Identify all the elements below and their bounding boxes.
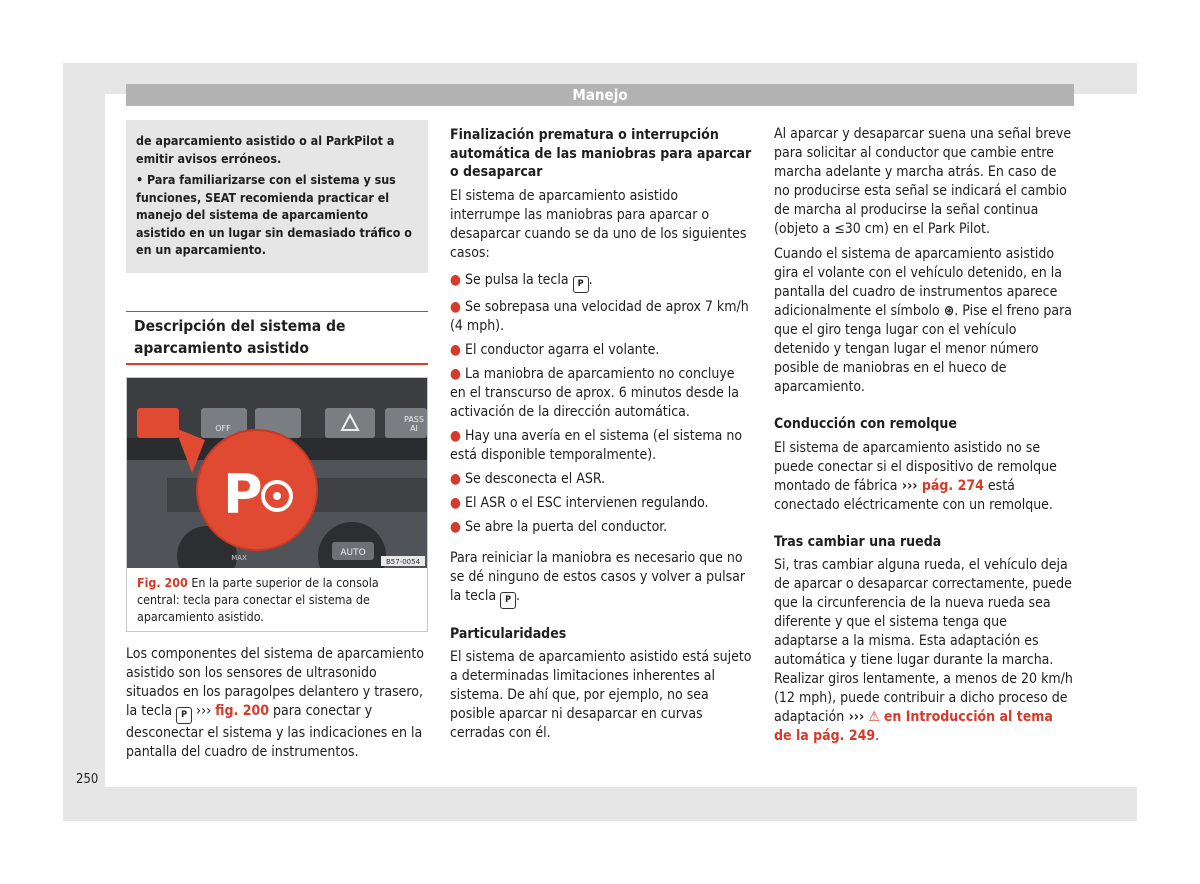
heading-interruption: Finalización prematura o interrupción automática de las maniobras para aparcar o desaparcar <box>450 127 752 180</box>
hazard-button <box>325 408 375 438</box>
page-link-249[interactable]: en Introducción al tema de la pág. 249 <box>774 709 1053 744</box>
list-item: ● La maniobra de aparcamiento no concluye en el transcurso de aprox. 6 minutos desde la activación de la dirección automática. <box>450 365 739 420</box>
warning-icon: ⚠ <box>868 709 880 725</box>
section-title: Descripción del sistema de aparcamiento asistido <box>126 311 428 365</box>
restart-paragraph: Para reiniciar la maniobra es necesario que no se dé ninguno de estos casos y volver a pulsar la tecla P . <box>450 549 752 609</box>
list-item: ● Se pulsa la tecla P . <box>450 271 752 293</box>
steering-wheel-icon: ⊛ <box>943 303 955 319</box>
list-item: ● Se desconecta el ASR. <box>450 470 606 487</box>
caption-ref: Fig. 200 <box>137 574 188 590</box>
svg-text:AUTO: AUTO <box>340 547 366 558</box>
trailer-paragraph: El sistema de aparcamiento asistido no se puede conectar si el dispositivo de remolque montado de fábrica ››› pág. 274 está conectado eléctricamente con un remolque. <box>774 439 1057 513</box>
svg-text:AI: AI <box>410 423 418 433</box>
list-item: ● Se sobrepasa una velocidad de aprox 7 km/h (4 mph). <box>450 298 749 334</box>
steering-paragraph: Cuando el sistema de aparcamiento asistido gira el volante con el vehículo detenido, en la pantalla del cuadro de instrumentos aparece adicionalmente el símbolo ⊛. Pise el freno para que el giro tenga lugar con el vehículo detenido y tengan lugar el menor número posible de maniobras en el hueco de aparcamiento. <box>774 246 1072 395</box>
heading-particularities: Particularidades <box>450 625 567 642</box>
figure-caption <box>127 568 427 631</box>
heading-trailer: Conducción con remolque <box>774 416 957 432</box>
figure-code: B57-0054 <box>385 557 421 566</box>
list-item: ● Se abre la puerta del conductor. <box>450 518 668 535</box>
park-key-icon: P <box>500 592 516 609</box>
components-paragraph: Los componentes del sistema de aparcamiento asistido son los sensores de ultrasonido situados en los paragolpes delantero y trasero, la tecla P ››› fig. 200 para conectar y desconectar el sistema y las indicaciones en la pantalla del cuadro de instrumentos. <box>126 645 424 760</box>
figure-200 <box>126 377 428 632</box>
caption-text: En la parte superior de la consola central: tecla para conectar el sistema de aparcamiento asistido. <box>137 574 379 624</box>
svg-text:OFF: OFF <box>215 423 231 433</box>
park-assist-button <box>137 408 179 438</box>
wheel-paragraph: Si, tras cambiar alguna rueda, el vehículo deja de aparcar o desaparcar correctamente, puede que la circunferencia de la nueva rueda sea diferente y que el sistema tenga que adaptarse a la misma. Esta adaptación es automática y tiene lugar durante la marcha. Realizar giros lentamente, a menos de 20 km/h (12 mph), puede contribuir a dicho proceso de adaptación ››› ⚠ en Introducción al tema de la pág. 249. <box>774 557 1073 744</box>
warning-box <box>126 120 428 273</box>
interruption-list <box>450 271 752 537</box>
page-header: Manejo <box>126 84 1074 106</box>
warning-text-1: de aparcamiento asistido o al ParkPilot a emitir avisos erróneos. <box>136 133 395 166</box>
page-number: 250 <box>76 772 99 787</box>
signal-paragraph: Al aparcar y desaparcar suena una señal breve para solicitar al conductor que cambie entre marcha adelante y marcha atrás. En caso de no producirse esta señal se indicará el cambio de marcha al producirse la señal continua (objeto a ≤30 cm) en el Park Pilot. <box>774 126 1072 237</box>
warning-text-2: • Para familiarizarse con el sistema y sus funciones, SEAT recomienda practicar el manejo del sistema de aparcamiento asistido en un lugar sin demasiado tráfico o en un aparcamiento. <box>136 172 412 257</box>
svg-text:PASS: PASS <box>404 414 424 424</box>
list-item: ● El ASR o el ESC intervienen regulando. <box>450 494 709 511</box>
list-item: ● El conductor agarra el volante. <box>450 341 660 358</box>
list-item: ● Hay una avería en el sistema (el sistema no está disponible temporalmente). <box>450 427 743 463</box>
column-left <box>126 120 428 762</box>
console-photo <box>127 378 427 568</box>
page-link-274[interactable]: pág. 274 <box>921 477 984 494</box>
interruption-intro: El sistema de aparcamiento asistido interrumpe las maniobras para aparcar o desaparcar cuando se da uno de los siguientes casos: <box>450 187 747 261</box>
column-middle <box>450 120 752 743</box>
svg-text:P: P <box>223 462 263 526</box>
fig-link[interactable]: fig. 200 <box>215 702 269 719</box>
particularities-paragraph: El sistema de aparcamiento asistido está sujeto a determinadas limitaciones inherentes al sistema. De ahí que, por ejemplo, no sea posible aparcar ni desaparcar en curvas cerradas con él. <box>450 649 752 741</box>
park-key-icon: P <box>176 707 192 724</box>
column-right <box>774 120 1074 746</box>
park-key-icon: P <box>573 276 589 293</box>
svg-text:MAX: MAX <box>231 553 247 562</box>
heading-wheel-change: Tras cambiar una rueda <box>774 533 942 550</box>
